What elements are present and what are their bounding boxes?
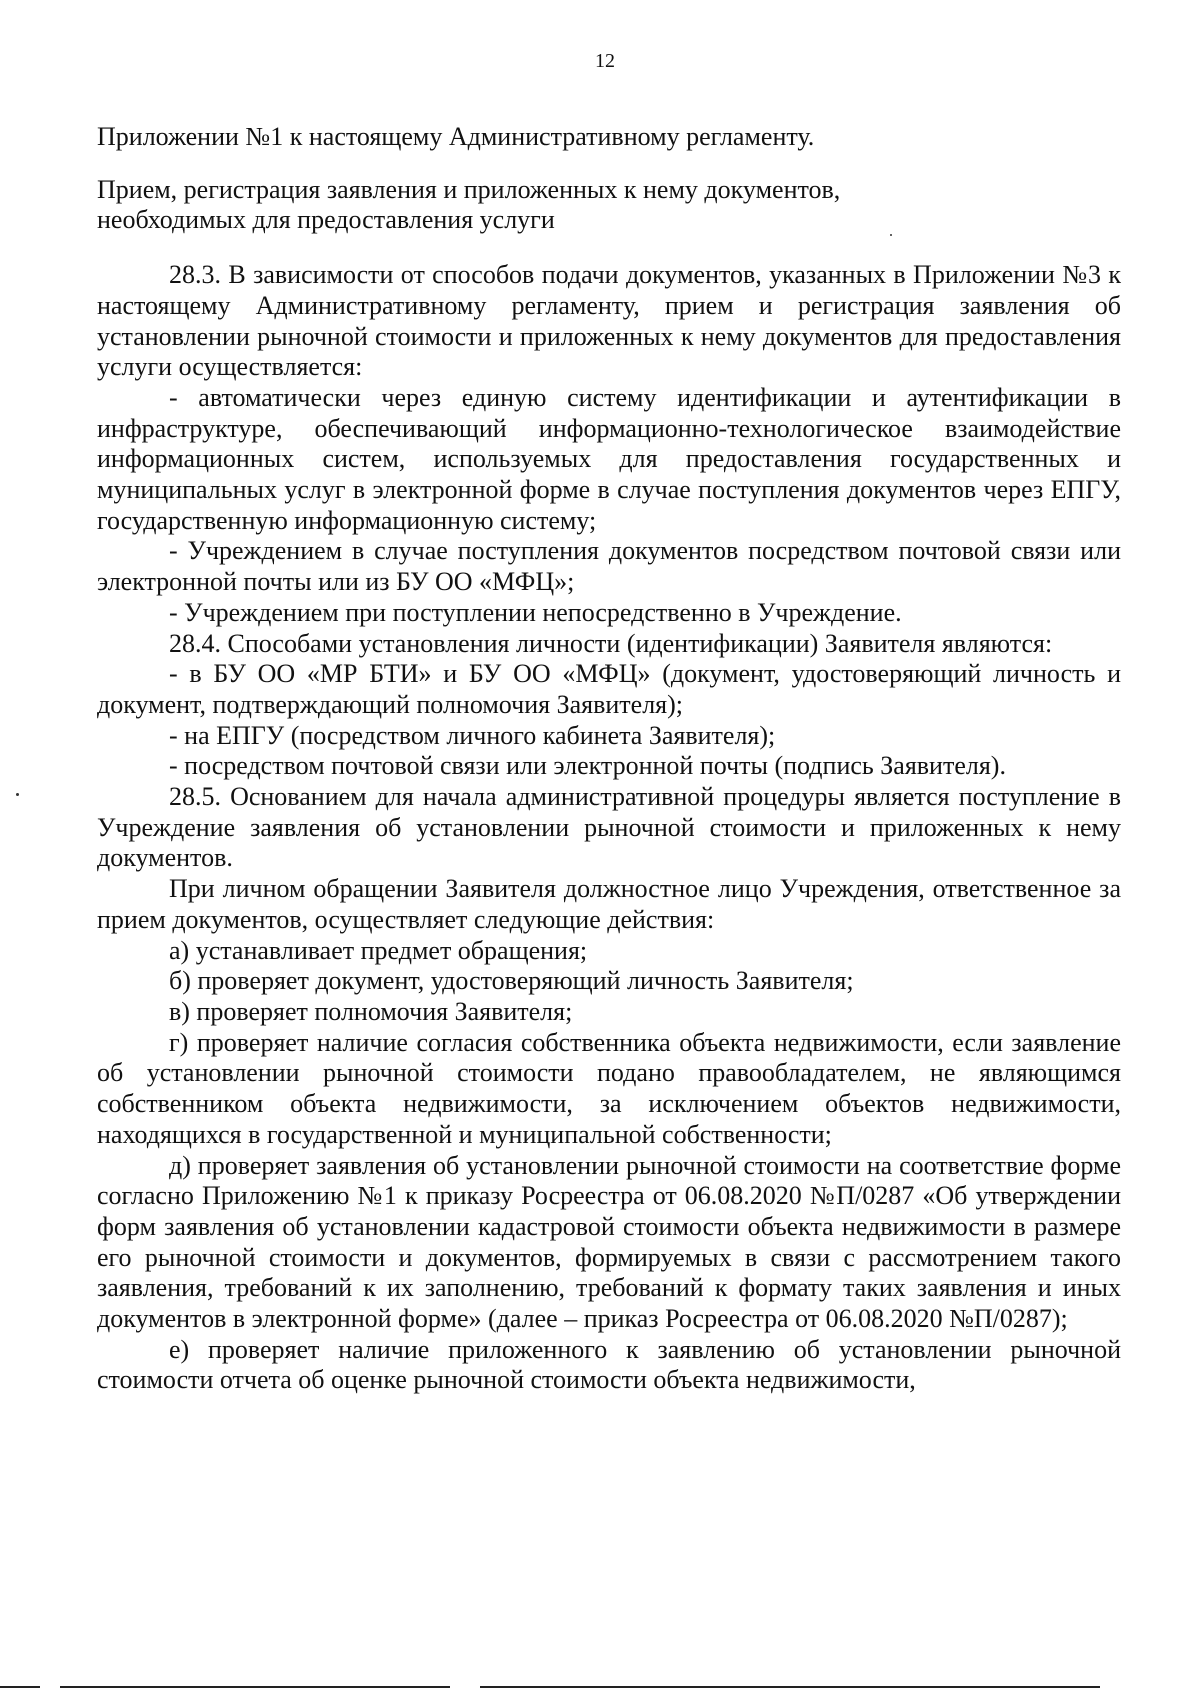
action-item-a: а) устанавливает предмет обращения; <box>169 935 588 965</box>
list-item-epgu: - на ЕПГУ (посредством личного кабинета Заявителя); <box>169 720 776 750</box>
action-item-d: д) проверяет заявления об установлении рыночной стоимости на соответствие форме согласно Приложению №1 к приказу Росреестра от 06.08.2020 №П/0287 «Об утверждении форм заявления об установлении кадастровой стоимости объекта недвижимости в размере его рыночной стоимости и документов, формируемых в связи с рассмотрением такого заявления, требований к их заполнению, требований к формату таких заявления и иных документов в электронной форме» (далее – приказ Росреестра от 06.08.2020 №П/0287); <box>97 1150 1121 1334</box>
list-item-direct: - Учреждением при поступлении непосредственно в Учреждение. <box>169 597 902 627</box>
scan-speck <box>16 793 19 796</box>
section-heading-line-2: необходимых для предоставления услуги <box>97 205 555 235</box>
list-item-bti-mfc: - в БУ ОО «МР БТИ» и БУ ОО «МФЦ» (документ, удостоверяющий личность и документ, подтверждающий полномочия Заявителя); <box>97 659 1121 719</box>
paragraph-personal-visit: При личном обращении Заявителя должностное лицо Учреждения, ответственное за прием документов, осуществляет следующие действия: <box>97 874 1121 934</box>
action-item-b: б) проверяет документ, удостоверяющий личность Заявителя; <box>169 966 854 996</box>
list-item-auto-esia: - автоматически через единую систему идентификации и аутентификации в инфраструктуре, обеспечивающий информационно-технологическое взаимодействие информационных систем, используемых для предоставления государственных и муниципальных услуг в электронной форме в случае поступления документов через ЕПГУ, государственную информационную систему; <box>97 382 1121 535</box>
list-item-mail-mfc: - Учреждением в случае поступления документов посредством почтовой связи или электронной почты или из БУ ОО «МФЦ»; <box>97 536 1121 597</box>
section-heading <box>97 175 1121 236</box>
paragraph-28-4: 28.4. Способами установления личности (идентификации) Заявителя являются: <box>169 628 1053 658</box>
paragraph-28-3: 28.3. В зависимости от способов подачи документов, указанных в Приложении №3 к настоящему Административному регламенту, прием и регистрация заявления об установлении рыночной стоимости и приложенных к нему документов для предоставления услуги осуществляется: <box>97 260 1121 382</box>
action-item-v: в) проверяет полномочия Заявителя; <box>169 996 573 1026</box>
scan-speck <box>890 234 892 236</box>
section-heading-line-1: Прием, регистрация заявления и приложенных к нему документов, <box>97 174 841 204</box>
action-item-g: г) проверяет наличие согласия собственника объекта недвижимости, если заявление об установлении рыночной стоимости подано правообладателем, не являющимся собственником объекта недвижимости, за исключением объектов недвижимости, находящихся в государственной и муниципальной собственности; <box>97 1027 1121 1149</box>
scan-edge-line <box>480 1686 1100 1688</box>
list-item-post-email: - посредством почтовой связи или электронной почты (подпись Заявителя). <box>169 751 1006 781</box>
document-body <box>97 122 1121 1396</box>
page-number: 12 <box>595 50 615 72</box>
paragraph-28-5: 28.5. Основанием для начала административной процедуры является поступление в Учреждение заявления об установлении рыночной стоимости и приложенных к нему документов. <box>97 782 1121 873</box>
intro-line: Приложении №1 к настоящему Административному регламенту. <box>97 122 815 151</box>
scan-edge-line <box>0 1686 40 1688</box>
scan-edge-line <box>60 1686 450 1688</box>
action-item-e: е) проверяет наличие приложенного к заявлению об установлении рыночной стоимости отчета об оценке рыночной стоимости объекта недвижимости, <box>97 1334 1121 1395</box>
